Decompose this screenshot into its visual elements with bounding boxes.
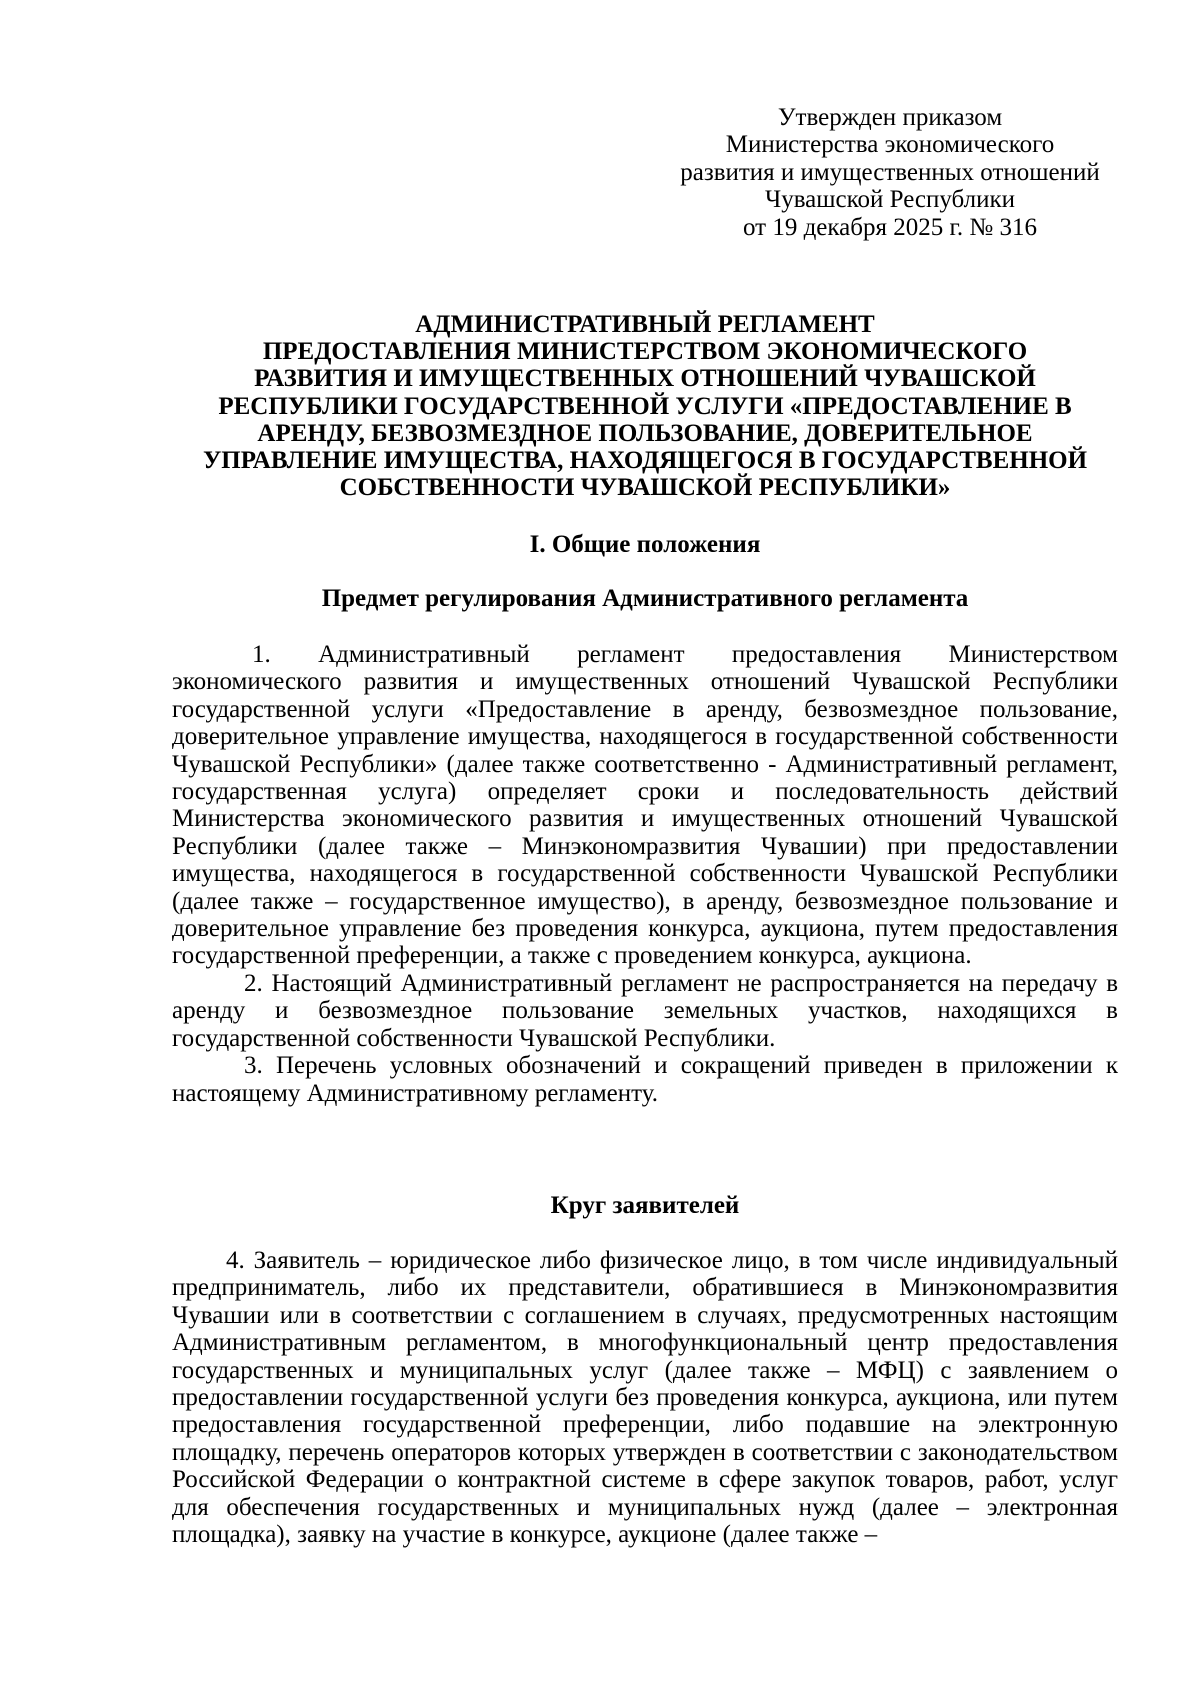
title-line: УПРАВЛЕНИЕ ИМУЩЕСТВА, НАХОДЯЩЕГОСЯ В ГОСУДАРСТВЕННОЙ [202, 447, 1088, 475]
section1-body [172, 641, 1118, 1107]
title-line: ПРЕДОСТАВЛЕНИЯ МИНИСТЕРСТВОМ ЭКОНОМИЧЕСКОГО [262, 338, 1028, 366]
title-line: СОБСТВЕННОСТИ ЧУВАШСКОЙ РЕСПУБЛИКИ» [339, 474, 951, 502]
section2-body [172, 1247, 1118, 1548]
title-line: АДМИНИСТРАТИВНЫЙ РЕГЛАМЕНТ [415, 311, 875, 338]
section-subheading: Предмет регулирования Административного регламента [321, 585, 969, 612]
paragraph: 1. Административный регламент предоставления Министерством экономического развития и имущественных отношений Чувашской Республики государственной услуги «Предоставление в аренду, безвозмездное пользование, доверительное управление имущества, находящегося в государственной собственности Чувашской Республики» (далее также соответственно - Административный регламент, государственная услуга) определяет сроки и последовательность действий Министерства экономического развития и имущественных отношений Чувашской Республики (далее также – Минэкономразвития Чувашии) при предоставлении имущества, находящегося в государственной собственности Чувашской Республики (далее также – государственное имущество), в аренду, безвозмездное пользование и доверительное управление без проведения конкурса, аукциона, путем предоставления государственной преференции, а также с проведением конкурса, аукциона. [172, 641, 1118, 970]
section-heading: I. Общие положения [529, 531, 761, 558]
paragraph: 2. Настоящий Административный регламент не распространяется на передачу в аренду и безвозмездное пользование земельных участков, находящихся в государственной собственности Чувашской Республики. [172, 969, 1118, 1052]
approval-line: Чувашской Республики [764, 186, 1016, 214]
approval-line: Утвержден приказом [777, 104, 1003, 131]
document-title [170, 311, 1120, 501]
approval-block [660, 104, 1120, 241]
section-heading: Круг заявителей [550, 1192, 740, 1219]
approval-line: Министерства экономического [725, 131, 1055, 159]
title-line: РАЗВИТИЯ И ИМУЩЕСТВЕННЫХ ОТНОШЕНИЙ ЧУВАШСКОЙ [254, 365, 1036, 393]
approval-line: от 19 декабря 2025 г. № 316 [742, 213, 1038, 241]
title-line: РЕСПУБЛИКИ ГОСУДАРСТВЕННОЙ УСЛУГИ «ПРЕДОСТАВЛЕНИЕ В [218, 392, 1072, 420]
title-line: АРЕНДУ, БЕЗВОЗМЕЗДНОЕ ПОЛЬЗОВАНИЕ, ДОВЕРИТЕЛЬНОЕ [257, 419, 1033, 447]
paragraph: 3. Перечень условных обозначений и сокращений приведен в приложении к настоящему Административному регламенту. [172, 1052, 1118, 1107]
paragraph: 4. Заявитель – юридическое либо физическое лицо, в том числе индивидуальный предприниматель, либо их представители, обратившиеся в Минэкономразвития Чувашии или в соответствии с соглашением в случаях, предусмотренных настоящим Административным регламентом, в многофункциональный центр предоставления государственных и муниципальных услуг (далее также – МФЦ) с заявлением о предоставлении государственной услуги без проведения конкурса, аукциона, или путем предоставления государственной преференции, либо подавшие на электронную площадку, перечень операторов которых утвержден в соответствии с законодательством Российской Федерации о контрактной системе в сфере закупок товаров, работ, услуг для обеспечения государственных и муниципальных нужд (далее – электронная площадка), заявку на участие в конкурсе, аукционе (далее также – [172, 1247, 1118, 1549]
approval-line: развития и имущественных отношений [680, 158, 1100, 186]
